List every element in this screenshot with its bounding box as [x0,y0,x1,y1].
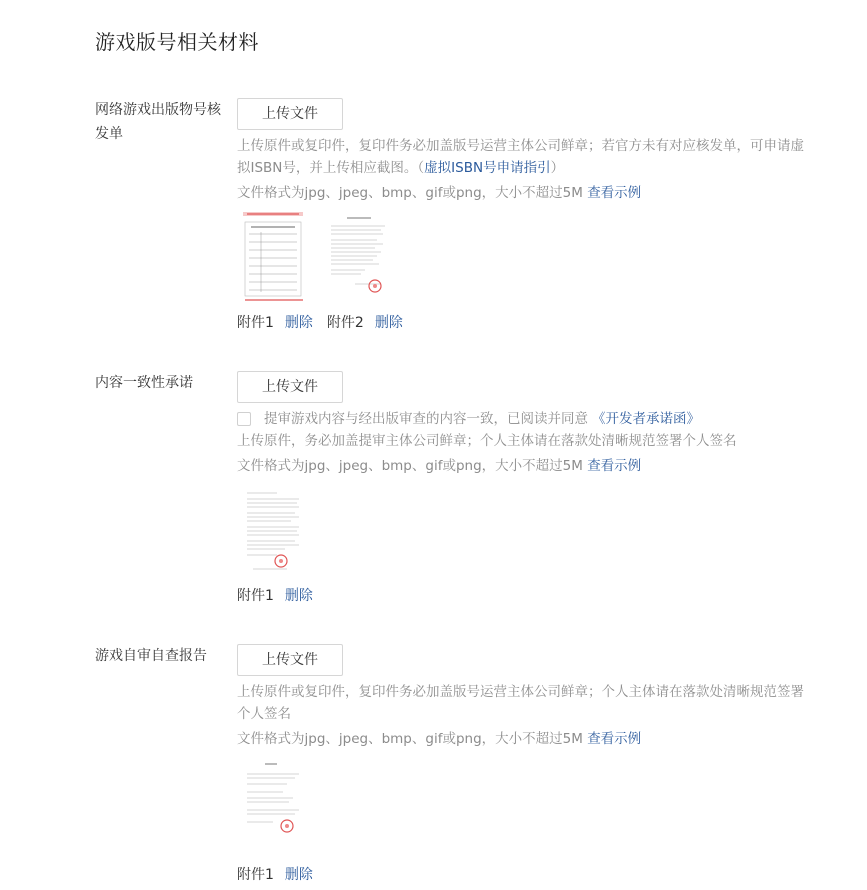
delete-attachment-button[interactable]: 删除 [284,588,313,604]
section-self-review-report [95,644,815,884]
upload-file-button[interactable]: 上传文件 [237,98,343,130]
attachment-label: 附件2 [326,315,364,331]
description-text: 上传原件或复印件，复印件务必加盖版号运营主体公司鲜章；若官方未有对应核发单，可申请虚拟ISBN号，并上传相应截图。（ [237,138,804,176]
format-text: 文件格式为jpg、jpeg、bmp、gif或png，大小不超过5M [237,458,583,474]
agree-checkbox[interactable] [237,412,251,426]
field-label: 内容一致性承诺 [95,375,193,391]
upload-description: 上传原件，务必加盖提审主体公司鲜章；个人主体请在落款处清晰规范签署个人签名 [237,433,737,449]
attachment-list [237,585,807,607]
attachment-thumbnails [237,758,807,860]
attachment-thumbnails [237,212,807,308]
attachment-label: 附件1 [237,588,274,604]
field-body [237,644,807,886]
attachment-thumbnail[interactable] [237,212,325,308]
agreement-text: 提审游戏内容与经出版审查的内容一致，已阅读并同意 [264,411,588,427]
field-body [237,371,807,607]
upload-file-button[interactable]: 上传文件 [237,371,343,403]
view-example-link[interactable]: 查看示例 [587,731,642,747]
section-content-consistency [95,371,815,611]
attachment-thumbnail[interactable] [237,485,325,581]
field-label: 游戏自审自查报告 [95,648,207,664]
agreement-row [237,408,807,430]
description-suffix: ） [550,160,565,176]
field-label: 网络游戏出版物号核发单 [95,102,221,142]
attachment-list [237,312,807,334]
attachment-thumbnail[interactable] [237,758,325,854]
attachment-thumbnails [237,485,807,581]
format-hint [237,455,807,477]
delete-attachment-button[interactable]: 删除 [284,315,313,331]
view-example-link[interactable]: 查看示例 [587,185,642,201]
format-text: 文件格式为jpg、jpeg、bmp、gif或png，大小不超过5M [237,731,583,747]
delete-attachment-button[interactable]: 删除 [374,315,403,331]
section-isbn-approval [95,98,815,338]
developer-commitment-link[interactable]: 《开发者承诺函》 [592,411,700,427]
format-hint [237,728,807,750]
format-text: 文件格式为jpg、jpeg、bmp、gif或png，大小不超过5M [237,185,583,201]
virtual-isbn-guide-link[interactable]: 虚拟ISBN号申请指引 [424,160,551,176]
upload-file-button[interactable]: 上传文件 [237,644,343,676]
field-body [237,98,807,334]
attachment-label: 附件1 [237,315,274,331]
delete-attachment-button[interactable]: 删除 [284,867,313,883]
view-example-link[interactable]: 查看示例 [587,458,642,474]
attachment-label: 附件1 [237,867,274,883]
attachment-list [237,864,807,886]
attachment-thumbnail[interactable] [325,212,413,308]
page-title: 游戏版号相关材料 [95,30,259,54]
upload-description: 上传原件或复印件，复印件务必加盖版号运营主体公司鲜章；个人主体请在落款处清晰规范签署个人签名 [237,684,804,722]
format-hint [237,182,807,204]
upload-description [237,135,807,179]
